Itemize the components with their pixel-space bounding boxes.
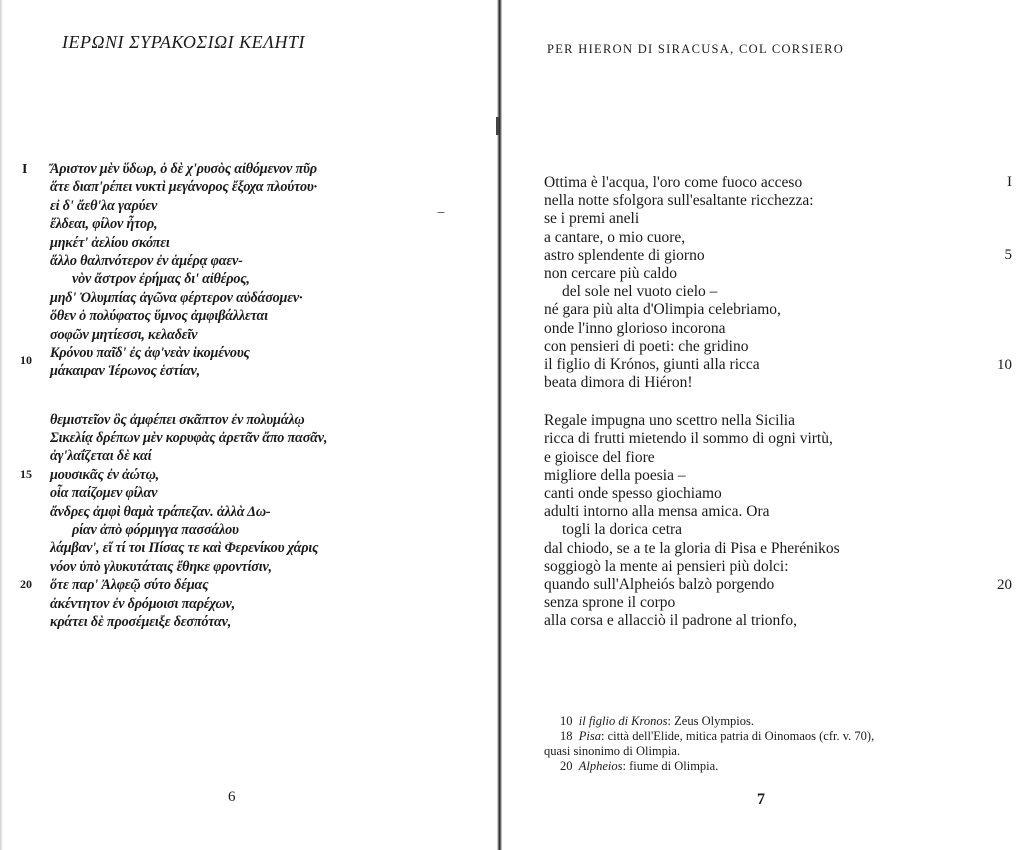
greek-verse: ἄνδρες ἀμφὶ θαμὰ τράπεζαν. ἀλλὰ Δω- (50, 503, 271, 520)
greek-verse: ὅθεν ὁ πολύφατος ὕμνος ἀμφιβάλλεται (50, 308, 268, 325)
greek-line-number-10: 10 (20, 353, 32, 367)
greek-verse: ἀγ'λαΐζεται δὲ καί (50, 448, 152, 465)
italian-verse: onde l'inno glorioso incorona (544, 319, 726, 337)
greek-verse: μηδ' Ὀλυμπίας ἀγῶνα φέρτερον αὐδάσομεν· (50, 289, 303, 306)
greek-verse: λάμβαν', εἴ τί τοι Πίσας τε καὶ Φερενίκου χάρις (50, 540, 319, 557)
greek-text (50, 160, 450, 631)
italian-verse: con pensieri di poeti: che gridino (544, 337, 749, 355)
greek-verse: σοφῶν μητίεσσι, κελαδεῖν (50, 326, 198, 343)
italian-verse: migliore della poesia – (544, 466, 686, 484)
greek-title: ΙΕΡΩΝΙ ΣΥΡΑΚΟΣΙΩΙ ΚΕΛΗΤΙ (62, 32, 305, 52)
footnote (544, 714, 1012, 729)
strophe-marker-greek: I (22, 162, 28, 177)
footnote-text: : città dell'Elide, mitica patria di Oinomaos (cfr. v. 70), (600, 729, 875, 743)
italian-verse: Regale impugna uno scettro nella Sicilia (544, 412, 795, 430)
greek-verse: νόον ὑπὸ γλυκυτάταις ἔθηκε φροντίσιν, (50, 558, 272, 575)
strophe-marker-italian: I (1007, 174, 1012, 190)
italian-verse: senza sprone il corpo (544, 594, 676, 612)
greek-verse: Ἄριστον μὲν ὕδωρ, ὁ δὲ χ'ρυσὸς αἰθόμενον πῦρ (50, 161, 317, 177)
footnote-text: : fiume di Olimpia. (622, 759, 719, 773)
greek-verse: ὅτε παρ' Ἀλφεῷ σύτο δέμας (50, 577, 209, 594)
italian-verse: e gioisce del fiore (544, 448, 655, 466)
footnote-term: il figlio di Kronos (578, 714, 668, 728)
greek-verse: μουσικᾶς ἐν ἀώτῳ, (50, 466, 160, 483)
greek-verse: ἔλδεαι, φίλον ἦτορ, (50, 216, 158, 233)
italian-verse: il figlio di Krónos, giunti alla ricca (544, 355, 760, 373)
italian-verse: non cercare più caldo (544, 264, 677, 282)
italian-verse: del sole nel vuoto cielo – (562, 283, 718, 301)
greek-verse: Κρόνου παῖδ' ἐς ἀφ'νεὰν ἱκομένους (50, 344, 250, 361)
italian-verse: canti onde spesso giochiamo (544, 485, 722, 502)
print-mark (496, 117, 499, 135)
greek-verse: ἄλλο θαλπνότερον ἐν ἁμέρᾳ φαεν- (50, 252, 243, 269)
greek-verse: θεμιστεῖον ὃς ἀμφέπει σκᾶπτον ἐν πολυμάλῳ (50, 411, 305, 428)
italian-line-number-5: 5 (1004, 247, 1012, 263)
greek-verse: Σικελίᾳ δρέπων μὲν κορυφὰς ἀρετᾶν ἄπο πασᾶν, (50, 430, 328, 447)
footnote (544, 729, 1012, 744)
italian-verse: alla corsa e allacciò il padrone al trionfo, (544, 612, 798, 630)
italian-title: PER HIERON DI SIRACUSA, COL CORSIERO (547, 42, 845, 56)
greek-verse: ἀκέντητον ἐν δρόμοισι παρέχων, (50, 595, 235, 612)
greek-verse: κράτει δὲ προσέμειξε δεσπόταν, (50, 613, 232, 630)
italian-verse: astro splendente di giorno (544, 246, 705, 264)
italian-verse: nella notte sfolgora sull'esaltante ricchezza: (544, 192, 814, 210)
italian-line-number-10: 10 (997, 357, 1012, 373)
italian-verse: a cantare, o mio cuore, (544, 228, 686, 246)
left-page (0, 0, 500, 850)
italian-text (544, 174, 1014, 631)
greek-verse: μηκέτ' ἀελίου σκόπει (50, 234, 170, 251)
print-speck (437, 212, 445, 213)
italian-verse: se i premi aneli (544, 210, 640, 228)
greek-verse: ρίαν ἀπὸ φόρμιγγα πασσάλου (72, 522, 239, 539)
greek-verse: νὸν ἄστρον ἐρήμας δι' αἰθέρος, (72, 271, 250, 288)
greek-verse: εἰ δ' ἄεθ'λα γαρύεν (50, 197, 158, 214)
footnote-term: Pisa (578, 729, 601, 743)
footnote-number: 18 (560, 729, 573, 743)
footnotes (544, 714, 1012, 774)
greek-verse: οἷα παίζομεν φίλαν (50, 485, 158, 502)
italian-verse: dal chiodo, se a te la gloria di Pisa e Pherénikos (544, 539, 840, 557)
italian-verse: adulti intorno alla mensa amica. Ora (544, 503, 770, 521)
italian-verse: beata dimora di Hiéron! (544, 374, 693, 392)
italian-line-number-20: 20 (997, 577, 1012, 593)
italian-verse: né gara più alta d'Olimpia celebriamo, (544, 301, 781, 319)
footnote-term: Alpheios (578, 759, 623, 773)
footnote (544, 759, 1012, 774)
greek-line-number-20: 20 (20, 577, 32, 591)
italian-verse: soggiogò la mente ai pensieri più dolci: (544, 557, 789, 575)
italian-verse: togli la dorica cetra (562, 521, 683, 539)
footnote-continuation (544, 744, 1012, 759)
page-number-left: 6 (228, 789, 236, 805)
footnote-number: 20 (560, 759, 573, 773)
greek-verse: ἅτε διαπ'ρέπει νυκτὶ μεγάνορος ἔξοχα πλούτου· (50, 179, 317, 196)
footnote-text: : Zeus Olympios. (667, 714, 755, 728)
greek-verse: μάκαιραν Ἱέρωνος ἑστίαν, (50, 363, 200, 380)
footnote-number: 10 (560, 714, 573, 728)
greek-line-number-15: 15 (20, 467, 32, 481)
italian-verse: ricca di frutti mietendo il sommo di ogni virtù, (544, 430, 833, 448)
italian-verse: Ottima è l'acqua, l'oro come fuoco acceso (544, 174, 803, 191)
italian-verse: quando sull'Alpheiós balzò porgendo (544, 575, 775, 593)
footnote-text: quasi sinonimo di Olimpia. (544, 744, 681, 758)
page-number-right: 7 (757, 791, 765, 808)
